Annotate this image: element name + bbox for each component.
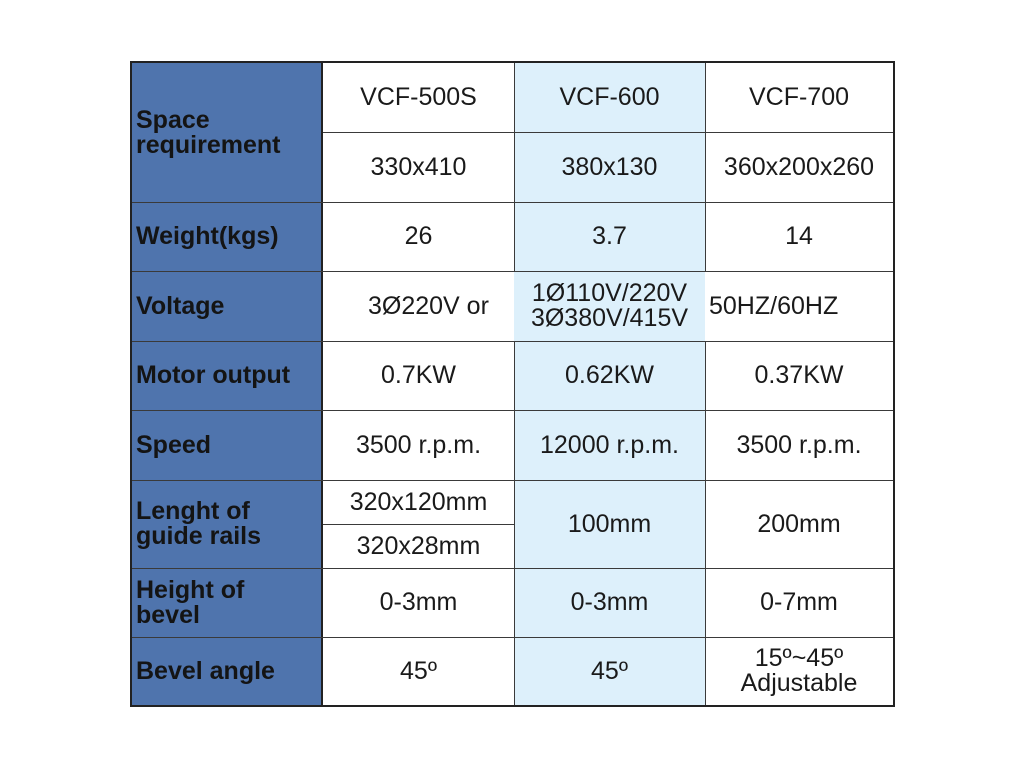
divider-vertical bbox=[705, 63, 706, 271]
label-speed bbox=[132, 410, 322, 480]
voltage-middle-line: 1Ø110V/220V bbox=[531, 279, 688, 307]
angle-line: Adjustable bbox=[740, 669, 858, 697]
label-text: bevel bbox=[136, 600, 200, 629]
label-text: Lenght of bbox=[136, 497, 250, 525]
guide-value: 100mm bbox=[567, 509, 652, 538]
divider-horizontal bbox=[323, 132, 893, 133]
divider-horizontal bbox=[132, 202, 893, 203]
label-text: requirement bbox=[136, 130, 281, 159]
height-value: 0-3mm bbox=[570, 588, 649, 616]
divider-vertical bbox=[321, 63, 323, 705]
space-value: 360x200x260 bbox=[723, 152, 875, 181]
divider-vertical bbox=[514, 63, 515, 271]
voltage-middle bbox=[514, 271, 705, 341]
angle-value-adjustable bbox=[705, 637, 893, 705]
label-text: Space bbox=[136, 105, 210, 134]
label-text: Bevel angle bbox=[136, 656, 275, 685]
voltage-middle-line: 3Ø380V/415V bbox=[530, 304, 689, 332]
voltage-right: 50HZ/60HZ bbox=[709, 291, 839, 320]
divider-horizontal bbox=[132, 410, 893, 411]
divider-horizontal bbox=[132, 480, 893, 481]
height-value: 0-7mm bbox=[760, 588, 838, 616]
model-vcf-700: VCF-700 bbox=[748, 83, 850, 111]
motor-value: 0.37KW bbox=[754, 361, 844, 389]
label-weight bbox=[132, 202, 322, 271]
label-guide-rails bbox=[132, 480, 322, 568]
motor-value: 0.7KW bbox=[380, 361, 457, 389]
label-text: Voltage bbox=[136, 291, 225, 320]
guide-value-bottom: 320x28mm bbox=[356, 531, 481, 560]
guide-value: 200mm bbox=[757, 509, 841, 538]
label-text: Speed bbox=[136, 430, 212, 459]
speed-value: 3500 r.p.m. bbox=[736, 430, 862, 459]
motor-value: 0.62KW bbox=[565, 361, 654, 389]
label-bevel-angle bbox=[132, 637, 322, 705]
voltage-left: 3Ø220V or bbox=[368, 291, 489, 320]
speed-value: 3500 r.p.m. bbox=[355, 430, 482, 459]
label-space-requirement bbox=[132, 63, 322, 202]
height-value: 0-3mm bbox=[379, 588, 458, 616]
model-vcf-500s: VCF-500S bbox=[360, 83, 477, 111]
label-height-of-bevel bbox=[132, 568, 322, 637]
weight-value: 3.7 bbox=[592, 222, 627, 250]
divider-horizontal bbox=[132, 341, 893, 342]
space-value: 380x130 bbox=[561, 152, 658, 181]
label-text: Height of bbox=[136, 575, 245, 604]
weight-value: 14 bbox=[785, 222, 813, 250]
divider-horizontal bbox=[132, 568, 893, 569]
label-motor-output bbox=[132, 341, 322, 410]
guide-value-top: 320x120mm bbox=[349, 487, 488, 516]
weight-value: 26 bbox=[404, 222, 433, 250]
speed-value: 12000 r.p.m. bbox=[540, 430, 679, 459]
label-text: guide rails bbox=[136, 522, 262, 550]
divider-horizontal bbox=[132, 271, 893, 272]
label-voltage bbox=[132, 271, 322, 341]
model-vcf-600: VCF-600 bbox=[559, 83, 660, 111]
spec-table bbox=[130, 61, 895, 707]
divider-horizontal bbox=[132, 637, 893, 638]
angle-value: 45º bbox=[591, 656, 628, 685]
divider-horizontal bbox=[323, 524, 514, 525]
angle-line: 15º~45º bbox=[754, 644, 844, 672]
space-value: 330x410 bbox=[370, 152, 467, 181]
angle-value: 45º bbox=[400, 656, 437, 685]
label-text: Weight(kgs) bbox=[136, 222, 279, 250]
divider-vertical bbox=[705, 341, 706, 705]
divider-vertical bbox=[514, 341, 515, 705]
label-text: Motor output bbox=[136, 361, 291, 389]
